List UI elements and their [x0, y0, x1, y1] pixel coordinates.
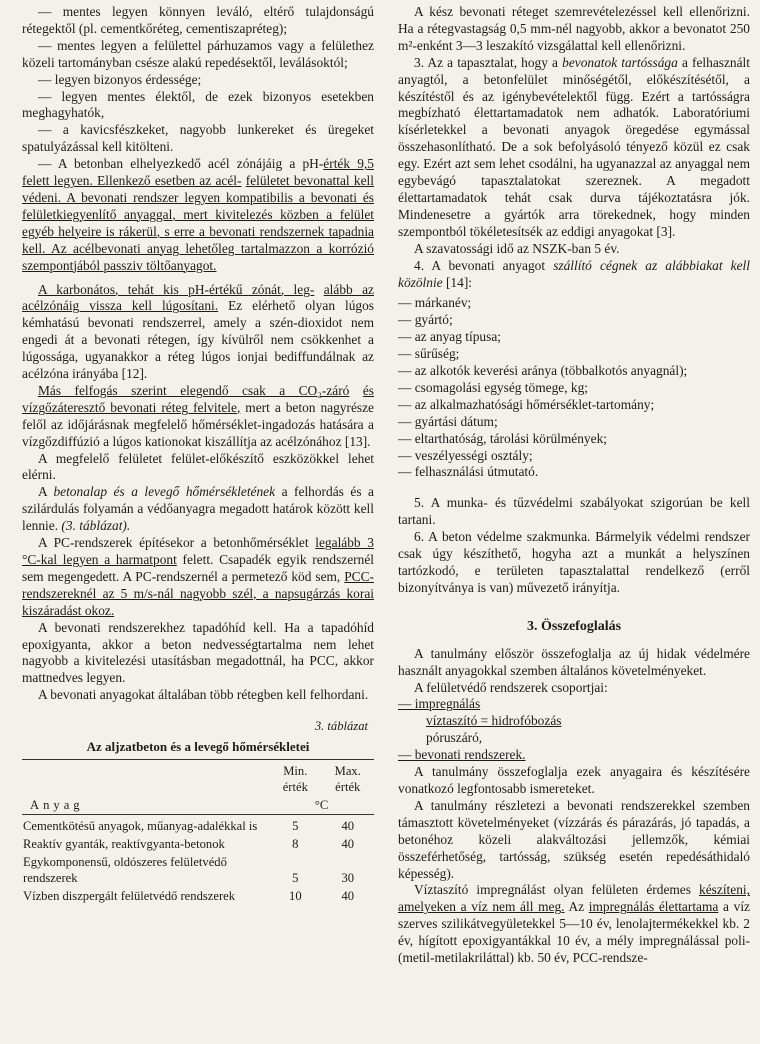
- table-row: Vízben diszpergált felületvédő rendszerek 10 40: [23, 888, 355, 903]
- paragraph: 6. A beton védelme szakmunka. Bármelyik védelmi rendszer csak úgy készíthető, hogyha azt a munkát a helyszínen tartózkodó, e területen tapasztalattal rendelkező (erről bizonyítványa is van) művezető irányítja.: [398, 529, 750, 595]
- paragraph: — a kavicsfészkeket, nagyobb lunkereket és üregeket spatulyázással kell kitölteni.: [22, 122, 374, 155]
- underlined-text: alább az acélzónáig vissza kell lúgosítani.: [22, 281, 374, 314]
- right-column: [398, 4, 750, 967]
- paragraph: A tanulmány részletezi a bevonati rendszerekkel szemben támasztott követelményeket (vízzárás és párazárás, jó tapadás, a betonéhoz közeli alakváltozási jellemzők, kémiai összeférhetőség, tartósság, szükség esetén repedésáthidaló képesség).: [398, 797, 750, 881]
- paragraph: A bevonati rendszerekhez tapadóhíd kell. Ha a tapadóhíd epoxigyanta, akkor a beton nedvességtartalma nem lehet nagyobb a kivitelezési utasításban megadottnál, ha PCC, akkor mattnedves legyen.: [22, 619, 374, 686]
- underlined-text: impregnálás élettartama: [588, 899, 719, 915]
- column-header-max: Max. érték: [334, 763, 361, 794]
- unit-label: °C: [314, 797, 329, 812]
- requirements-list: [398, 295, 750, 481]
- underlined-text: készíteni, amelyeken a víz nem áll meg.: [398, 882, 750, 915]
- paragraph: — legyen mentes élektől, de ezek bizonyos esetekben meghagyhatók,: [22, 88, 374, 121]
- underlined-text: és vízgőzáteresztő bevonati réteg felvitele,: [22, 382, 374, 415]
- list-item: — az alkotók keverési aránya (többalkotós anyagnál);: [398, 363, 688, 379]
- table-title: Az aljzatbeton és a levegő hőmérsékletei: [86, 739, 310, 755]
- underlined-text: PCC-rendszereknél az 5 m/s-nál nagyobb szél, a napsugárzás korai kiszáradást okoz.: [22, 568, 374, 618]
- section-title: 3. Összefoglalás: [526, 618, 622, 634]
- paragraph: 4. A bevonati anyagot szállító cégnek az alábbiakat kell közölnie [14]:: [398, 257, 751, 290]
- table-caption: 3. táblázat: [314, 719, 368, 734]
- list-item: — felhasználási útmutató.: [398, 464, 539, 480]
- paragraph: — mentes legyen könnyen leváló, eltérő tulajdonságú rétegektől (pl. cementkőréteg, cementiszapréteg);: [22, 4, 374, 36]
- paragraph: — A betonban elhelyezkedő acél zónájáig a pH-érték 9,5 felett legyen. Ellenkező esetben az acél- felületet bevonattal kell védeni. A bevonati rendszer legyen kompatibilis a bevonati és felületkiegyenlítő anyaggal, mert kivitelezés közben a felület egyéb helyeire is rákerül, s erre a bevonati rendszernek tapadnia kell. Az acélbevonati anyag lehetőleg tartalmazzon a korrózió szempontjából passziv töltőanyagot.: [22, 156, 374, 273]
- paragraph: A karbonátos, tehát kis pH-értékű zónát, leg- alább az acélzónáig vissza kell lúgosítani. Ez elérhető olyan lúgos kémhatású bevonati rendszerrel, amely a szén-dioxidot nem engedi át a bevonati rétegen, így kívülről nem csökkenhet a lúgossága, ugyanakkor a réteg lúgos ionjai bediffundálnak az acélzóna irányába [12].: [22, 281, 374, 382]
- list-item: — az anyag típusa;: [398, 329, 501, 345]
- list-item: — az alkalmazhatósági hőmérséklet-tartomány;: [398, 396, 655, 412]
- table-row: Reaktív gyanták, reaktívgyanta-betonok 8 40: [23, 836, 355, 851]
- paragraph: A betonalap és a levegő hőmérsékletének a felhordás és a szilárdulás folyamán a védőanyagra megadott határok között kell lennie. (3. táblázat).: [22, 484, 374, 534]
- paragraph: Víztaszító impregnálást olyan felületen érdemes készíteni, amelyeken a víz nem áll meg. Az impregnálás élettartama a víz szerves szilikátvegyületekkel 5—10 év, lenolajtermékekkel kb. 2 év, hígított epoxigyantákkal 10 év, a mély impregnálással poli-(metil-metilakriláttal) kb. 50 év, PCC-rendsze-: [398, 882, 750, 966]
- list-item: — veszélyességi osztály;: [398, 447, 533, 463]
- group-subitem: póruszáró,: [426, 730, 483, 746]
- paragraph: A felületvédő rendszerek csoportjai:: [414, 679, 608, 695]
- paragraph: 5. A munka- és tűzvédelmi szabályokat szigorúan be kell tartani.: [398, 495, 750, 528]
- paragraph: Más felfogás szerint elegendő csak a CO₂-záró és vízgőzáteresztő bevonati réteg felvitele, mert a beton nagyrésze felől az időjárásnak megfelelő hőmérséklet-ingadozás hatására a vízgőzdiffúzió a lúgos kationokat kiszállítja az acélzónához [13].: [22, 382, 375, 449]
- paragraph: — legyen bizonyos érdessége;: [38, 71, 202, 87]
- paragraph: A szavatossági idő az NSZK-ban 5 év.: [414, 240, 620, 256]
- paragraph: A tanulmány összefoglalja ezek anyagaira és készítésére vonatkozó legfontosabb ismereteket.: [398, 764, 750, 796]
- column-header-min: Min. érték: [282, 763, 308, 794]
- underlined-text: érték 9,5 felett legyen. Ellenkező esetben az acél-: [22, 156, 374, 189]
- table-row: Cementkötésű anyagok, műanyag-adalékkal is 5 40: [23, 818, 355, 833]
- table-row: Egykomponensű, oldószeres felületvédő rendszerek 5 30: [23, 854, 355, 885]
- table-header-row: [22, 762, 374, 796]
- left-column: [22, 4, 374, 905]
- paragraph: A PC-rendszerek építésekor a betonhőmérséklet legalább 3 °C-kal legyen a harmatpont felett. Csapadék egyik rendszernél sem megengedett. A PC-rendszernél a permetező köd sem, PCC-rendszereknél az 5 m/s-nál nagyobb szél, a napsugárzás korai kiszáradást okoz.: [22, 535, 374, 618]
- list-item: — csomagolási egység tömege, kg;: [398, 379, 589, 395]
- list-item: — márkanév;: [398, 295, 472, 311]
- list-item: — eltarthatóság, tárolási körülmények;: [398, 430, 607, 446]
- underlined-text: legalább 3 °C-kal legyen a harmatpont: [22, 535, 374, 567]
- paragraph: A megfelelő felületet felület-előkészítő eszközökkel lehet elérni.: [22, 450, 374, 483]
- group-subitem: víztaszító = hidrofóbozás: [426, 713, 562, 729]
- list-item: — sűrűség;: [398, 346, 460, 362]
- paragraph: — mentes legyen a felülettel párhuzamos vagy a felülethez közeli tartományban csésze alakú repedésektől, leválásoktól;: [22, 37, 374, 70]
- paragraph: A tanulmány először összefoglalja az új hidak védelmére használt anyagokkal szemben általános követelményeket.: [398, 645, 750, 678]
- underlined-text: felületet bevonattal kell védeni. A bevonati rendszer legyen kompatibilis a bevonati és felületkiegyenlítő anyaggal, mert kivitelezés közben a felület egyéb helyeire is rákerül, s erre a bevonati rendszernek tapadnia kell. Az acélbevonati anyag lehetőleg tartalmazzon a korrózió szempontjából passziv töltőanyagot.: [22, 173, 374, 273]
- underlined-text: Más felfogás szerint elegendő csak a CO₂-záró: [38, 382, 350, 398]
- paragraph: 3. Az a tapasztalat, hogy a bevonatok tartóssága a felhasznált anyagtól, a betonfelület minőségétől, előkészítésétől, a készítéstől és az igénybevételektől függ. Ezért a tartósságra megbízható élettartamadatok nem adhatók. Laboratóriumi kísérletekkel a bevonati anyagok öregedése egymással összehasonlítható. De a sok befolyásoló tényező közül ez csak egy. Ezért azt sem lehet csodálni, ha ugyanazzal az anyaggal nem egybevágó tapasztalatokat szereznek. A megadott élettartamadatok tehát csak durva tájékoztatásra jók. Mindenesetre a gyártók arra törekednek, hogy minden szempontból tökéletesítsék az eddigi anyagokat [3].: [398, 54, 750, 239]
- group-item: — bevonati rendszerek.: [398, 747, 526, 763]
- paragraph: A kész bevonati réteget szemrevételezéssel kell ellenőrizni. Ha a rétegvastagság 0,5 mm-nél nagyobb, akkor a bevonatot 250 m²-enként 3—3 leszakító vizsgálattal kell ellenőrizni.: [398, 4, 750, 53]
- column-header-material: Anyag: [30, 797, 84, 812]
- list-item: — gyártási dátum;: [398, 413, 498, 429]
- list-item: — gyártó;: [398, 312, 453, 328]
- temperature-table: [22, 759, 374, 905]
- paragraph: A bevonati anyagokat általában több rétegben kell felhordani.: [38, 687, 369, 703]
- underlined-text: A karbonátos, tehát kis pH-értékű zónát, leg-: [38, 281, 315, 297]
- group-item: — impregnálás: [398, 696, 481, 712]
